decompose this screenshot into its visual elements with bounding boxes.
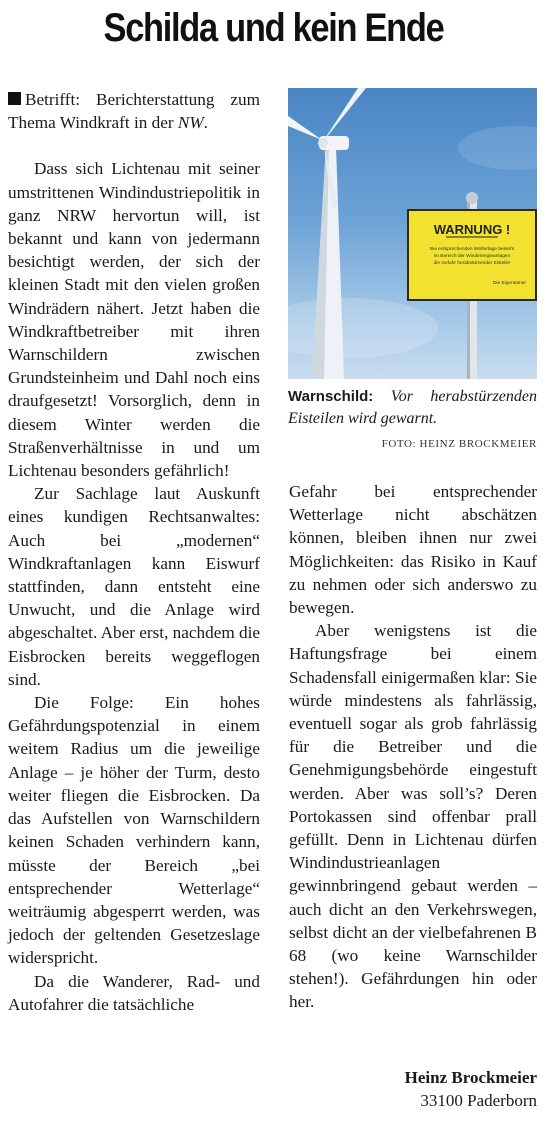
author-signature (405, 1066, 537, 1112)
wind-turbine-photo-illustration (288, 88, 537, 379)
headline: Schilda und kein Ende (103, 6, 444, 50)
sign-title: WARNUNG ! (433, 222, 511, 237)
subject-label: Betrifft: (25, 90, 81, 109)
author-name: Heinz Brockmeier (404, 1068, 537, 1087)
caption-lead: Warnschild: (288, 388, 374, 405)
paragraph: Zur Sachlage laut Auskunft eines kundigen Rechtsanwaltes: Auch bei „modernen“ Windkraftanlagen kann Eiswurf stattfinden, dann entsteht eine Unwucht, und die Anlage wird abgeschaltet. Aber erst, nachdem die Eisbrocken bereits weggeflogen sind. (8, 484, 260, 689)
paragraph: Die Folge: Ein hohes Gefährdungspotenzial in einem weitem Radius um die jeweilige Anlage – je höher der Turm, desto weiter fliegen die Eisbrocken. Da das Aufstellen von Warnschildern keinen Schaden verhindern kann, müsste der Bereich „bei entsprechender Wetterlage“ weiträumig abgesperrt werden, was jedoch der geltenden Gesetzeslage widerspricht. (8, 693, 260, 968)
sign-line: Bei entsprechenden Wetterlage besteht (429, 247, 515, 252)
subject-line (8, 88, 260, 134)
paragraph: Aber wenigstens ist die Haftungsfrage bei einem Schadensfall einigermaßen klar: Sie würde mindestens als fahrlässig, eventuell sogar als grob fahrlässig für die Betreiber und die Genehmigungsbehörde eingestuft werden. Aber was soll’s? Deren Portokassen sind offenbar prall gefüllt. Denn in Lichtenau dürfen Windindustrieanlagen gewinnbringend gebaut werden – auch dicht an den Verkehrswegen, selbst dicht an der vielbefahrenen B 68 (wo keine Warnschilder stehen!). Gefährdungen hin oder her. (289, 621, 537, 1012)
sign-line: die Gefahr herabstürzender Eisteile! (433, 261, 511, 266)
caption-text: Vor herabstürzenden Eisteilen wird gewarnt. (288, 388, 537, 427)
bullet-square-icon (8, 92, 21, 105)
photo-caption (288, 386, 537, 430)
photo-credit: FOTO: HEINZ BROCKMEIER (381, 438, 537, 450)
right-column (289, 480, 537, 1014)
paragraph: Gefahr bei entsprechender Wetterlage nicht abschätzen können, bleiben ihnen nur zwei Möglichkeiten: das Risiko in Kauf zu nehmen oder sich anderswo zu bewegen. (289, 482, 537, 618)
left-column (8, 88, 260, 1016)
subject-text: Berichterstattung zum Thema Windkraft in der (8, 90, 260, 133)
author-city: 33100 Paderborn (420, 1091, 537, 1110)
spacer (8, 134, 260, 157)
paragraph: Dass sich Lichtenau mit seiner umstrittenen Windindustriepolitik in ganz NRW hervortun will, ist bekannt und kann von jedermann besichtigt werden, der sich der kleinen Stadt mit den vielen großen Windrädern nähert. Jetzt haben die Windkraftbetreiber mit ihren Warnschildern zwischen Grundsteinheim und Dahl noch eins draufgesetzt! Vorsorglich, denn in diesem Winter werden die Straßenverhältnisse in und um Lichtenau besonders gefährlich! (8, 159, 260, 481)
subject-period: . (203, 113, 208, 133)
paragraph: Da die Wanderer, Rad- und Autofahrer die tatsächliche (8, 971, 260, 1014)
wind-turbine-photo (288, 88, 537, 379)
subject-newspaper: NW (177, 113, 204, 133)
sign-footer: Die Eigentümer (492, 281, 526, 286)
sign-line: im Bereich der Windenergieanlagen (433, 254, 511, 259)
